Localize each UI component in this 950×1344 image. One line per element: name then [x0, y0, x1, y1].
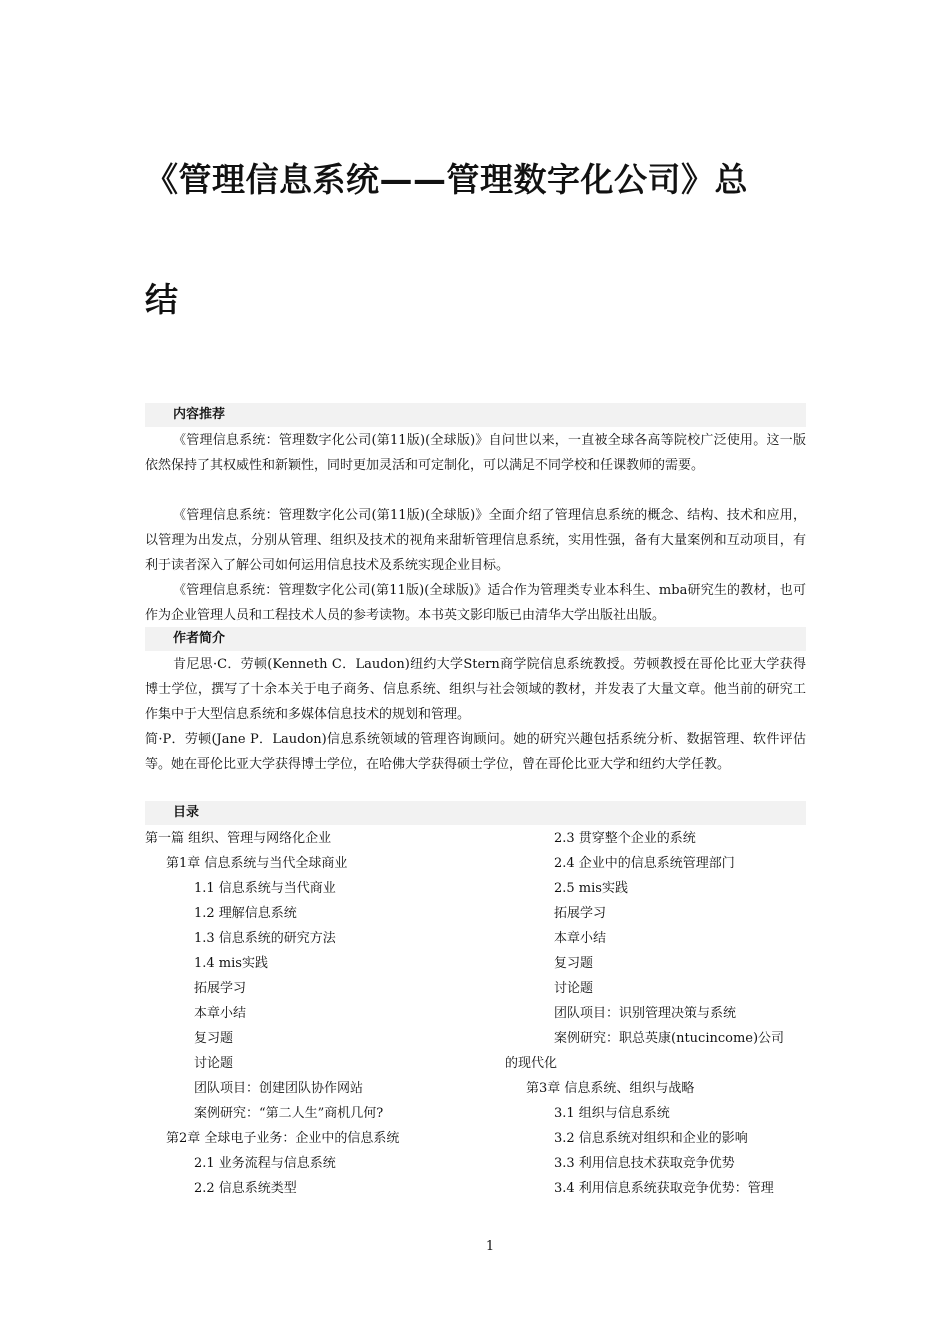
toc-entry: 本章小结 — [194, 1006, 247, 1021]
toc-entry: 团队项目：创建团队协作网站 — [194, 1081, 364, 1096]
toc-entry: 本章小结 — [554, 931, 607, 946]
toc-entry: 1.4 mis实践 — [194, 956, 268, 971]
toc-entry: 第2章 全球电子业务：企业中的信息系统 — [166, 1131, 400, 1146]
toc-entry: 的现代化 — [505, 1056, 558, 1071]
toc-entry: 3.4 利用信息系统获取竞争优势：管理 — [554, 1181, 774, 1196]
toc-entry: 3.1 组织与信息系统 — [554, 1106, 670, 1121]
recommend-paragraph-2: 《管理信息系统：管理数字化公司(第11版)(全球版)》全面介绍了管理信息系统的概念、结构、技术和应用，以管理为出发点，分别从管理、组织及技术的视角来甜斩管理信息系统，实用性强，备有大量案例和互动项目，有利于读者深入了解公司如何运用信息技术及系统实现企业目标。 — [145, 508, 806, 573]
toc-left-column — [145, 826, 495, 1201]
toc-entry: 2.4 企业中的信息系统管理部门 — [554, 856, 735, 871]
toc-entry: 第一篇 组织、管理与网络化企业 — [145, 831, 332, 846]
toc-entry: 2.1 业务流程与信息系统 — [194, 1156, 336, 1171]
toc-entry: 讨论题 — [554, 981, 594, 996]
toc-entry: 案例研究：职总英康(ntucincome)公司 — [554, 1031, 785, 1046]
page-number: 1 — [485, 1239, 495, 1254]
toc-entry: 3.2 信息系统对组织和企业的影响 — [554, 1131, 748, 1146]
toc-entry: 2.5 mis实践 — [554, 881, 628, 896]
toc-entry: 第1章 信息系统与当代全球商业 — [166, 856, 348, 871]
toc-entry: 第3章 信息系统、组织与战略 — [526, 1081, 695, 1096]
toc-entry: 2.3 贯穿整个企业的系统 — [554, 831, 696, 846]
toc-entry: 复习题 — [554, 956, 594, 971]
author-paragraph-2: 简·P．劳顿(Jane P．Laudon)信息系统领域的管理咨询顾问。她的研究兴趣包括系统分析、数据管理、软件评估等。她在哥伦比亚大学获得博士学位，在哈佛大学获得硕士学位，曾在哥伦比亚大学和纽约大学任教。 — [145, 732, 806, 772]
document-title-line-1: 《管理信息系统——管理数字化公司》总 — [145, 160, 748, 199]
author-paragraph-1: 肯尼思·C．劳顿(Kenneth C．Laudon)纽约大学Stern商学院信息系统教授。劳顿教授在哥伦比亚大学获得博士学位，撰写了十余本关于电子商务、信息系统、组织与社会领域的教材，并发表了大量文章。他当前的研究工作集中于大型信息系统和多媒体信息技术的规划和管理。 — [145, 657, 806, 722]
toc-right-column — [505, 826, 805, 1201]
toc-entry: 1.3 信息系统的研究方法 — [194, 931, 336, 946]
document-title-line-2: 结 — [145, 280, 179, 319]
toc-entry: 讨论题 — [194, 1056, 234, 1071]
toc-entry: 拓展学习 — [554, 906, 607, 921]
toc-entry: 团队项目：识别管理决策与系统 — [554, 1006, 737, 1021]
toc-entry: 1.1 信息系统与当代商业 — [194, 881, 336, 896]
toc-entry: 3.3 利用信息技术获取竞争优势 — [554, 1156, 735, 1171]
toc-entry: 2.2 信息系统类型 — [194, 1181, 297, 1196]
recommend-paragraph-3: 《管理信息系统：管理数字化公司(第11版)(全球版)》适合作为管理类专业本科生、mba研究生的教材，也可作为企业管理人员和工程技术人员的参考读物。本书英文影印版已由清华大学出版社出版。 — [145, 583, 806, 623]
section-heading-toc: 目录 — [145, 801, 806, 825]
section-heading-author: 作者简介 — [145, 627, 806, 651]
section-heading-recommend: 内容推荐 — [145, 403, 806, 427]
toc-entry: 案例研究：“第二人生”商机几何? — [194, 1106, 384, 1121]
toc-entry: 复习题 — [194, 1031, 234, 1046]
toc-entry: 拓展学习 — [194, 981, 247, 996]
recommend-paragraph-1: 《管理信息系统：管理数字化公司(第11版)(全球版)》自问世以来，一直被全球各高等院校广泛使用。这一版依然保持了其权威性和新颖性，同时更加灵活和可定制化，可以满足不同学校和任课教师的需要。 — [145, 433, 806, 473]
toc-entry: 1.2 理解信息系统 — [194, 906, 297, 921]
